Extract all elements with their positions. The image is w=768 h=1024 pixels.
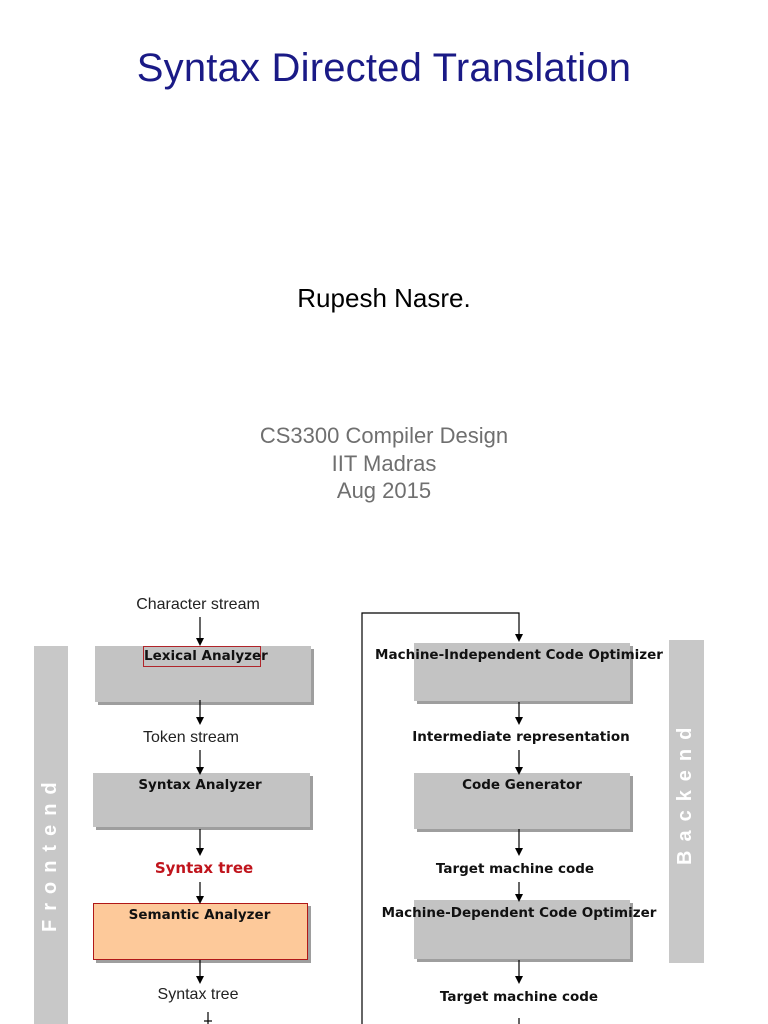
semantic-analyzer-label: Semantic Analyzer bbox=[128, 907, 271, 923]
backend-label: Backend bbox=[674, 718, 696, 865]
md-optimizer-label: Machine-Dependent Code Optimizer bbox=[381, 905, 657, 921]
course-date: Aug 2015 bbox=[336, 478, 432, 503]
target-code-2-label: Target machine code bbox=[439, 989, 599, 1005]
institute-name: IIT Madras bbox=[331, 451, 437, 476]
intermediate-representation-label: Intermediate representation bbox=[412, 729, 630, 745]
character-stream-label: Character stream bbox=[136, 596, 260, 613]
author-name: Rupesh Nasre. bbox=[297, 283, 471, 313]
token-stream-label: Token stream bbox=[142, 729, 240, 746]
slide-title: Syntax Directed Translation bbox=[136, 46, 632, 90]
syntax-analyzer-label: Syntax Analyzer bbox=[138, 777, 262, 793]
syntax-tree-label: Syntax tree bbox=[157, 986, 239, 1003]
lexical-analyzer-label: Lexical Analyzer bbox=[143, 646, 261, 667]
code-generator-label: Code Generator bbox=[462, 777, 582, 793]
target-code-1-label: Target machine code bbox=[435, 861, 595, 877]
syntax-tree-red-label: Syntax tree bbox=[154, 859, 254, 877]
connector-top-right bbox=[362, 613, 519, 1024]
mi-optimizer-label: Machine-Independent Code Optimizer bbox=[375, 647, 663, 663]
frontend-label: Frontend bbox=[39, 773, 61, 932]
course-name: CS3300 Compiler Design bbox=[259, 423, 509, 448]
